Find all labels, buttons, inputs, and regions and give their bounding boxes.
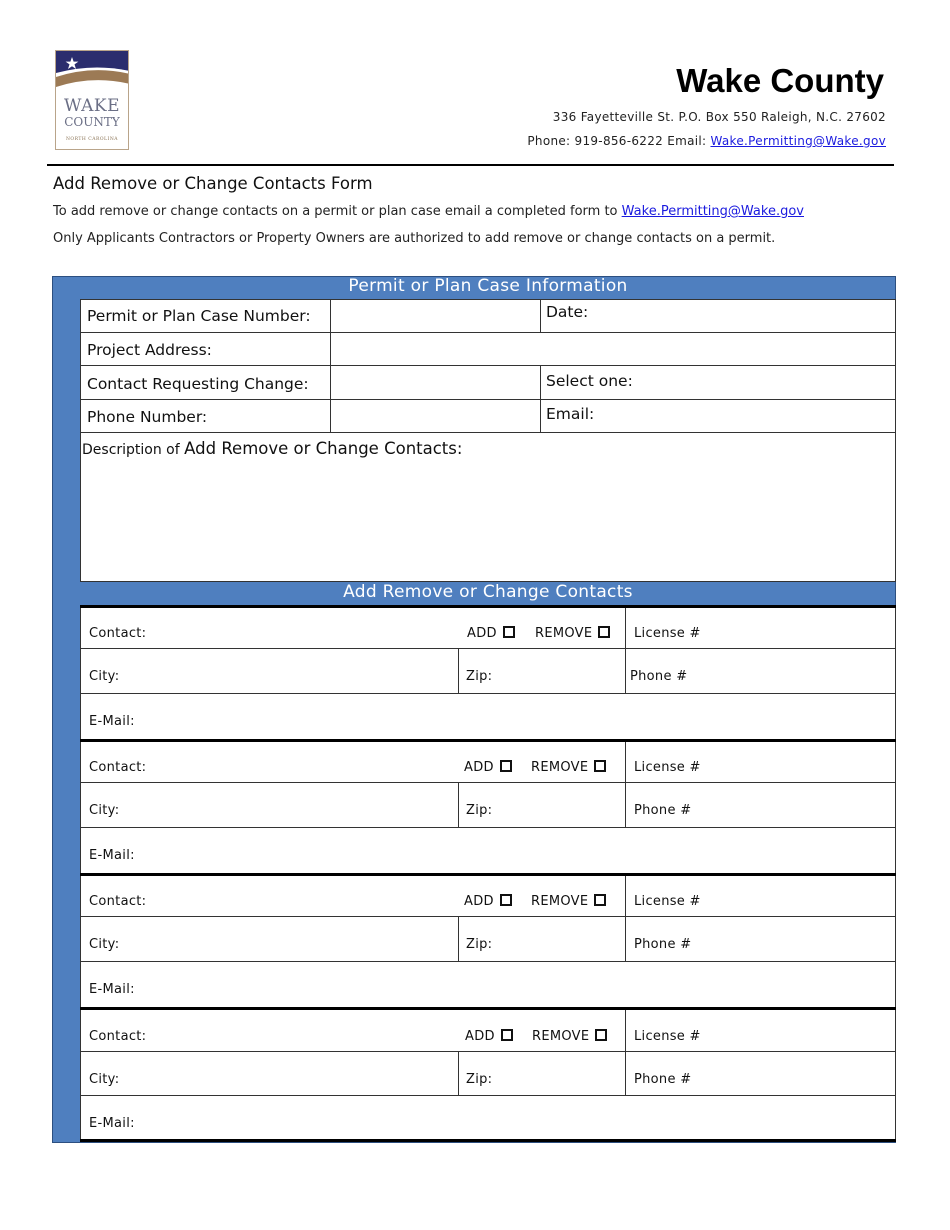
- date-label: Date:: [546, 303, 589, 321]
- info-section-header: Permit or Plan Case Information: [348, 276, 628, 296]
- contact-label: Contact:: [89, 894, 147, 909]
- add-checkbox[interactable]: [500, 760, 512, 772]
- org-email-link[interactable]: Wake.Permitting@Wake.gov: [710, 134, 886, 148]
- description-prefix: Description of: [82, 442, 185, 458]
- zip-label: Zip:: [466, 669, 493, 684]
- city-label: City:: [89, 937, 120, 952]
- contact-label: Contact:: [89, 1029, 147, 1044]
- date-field[interactable]: [540, 299, 896, 333]
- add-option[interactable]: [467, 626, 515, 641]
- license-label: License #: [634, 626, 701, 641]
- org-phone: Phone: 919-856-6222 Email:: [527, 134, 711, 148]
- bottom-rule: [80, 1139, 896, 1142]
- case-number-label-cell: [80, 299, 331, 333]
- add-label: ADD: [464, 894, 494, 909]
- email-label: Email:: [546, 405, 595, 423]
- remove-label: REMOVE: [532, 1029, 590, 1044]
- remove-label: REMOVE: [531, 760, 589, 775]
- city-label: City:: [89, 1072, 120, 1087]
- add-option[interactable]: [465, 1029, 513, 1044]
- contact-label: Contact:: [89, 760, 147, 775]
- contact-block: [80, 873, 896, 1007]
- logo-line-1: WAKE: [63, 96, 120, 116]
- remove-checkbox[interactable]: [598, 626, 610, 638]
- phone-label: Phone #: [630, 669, 688, 684]
- project-address-label: Project Address:: [87, 341, 212, 359]
- org-contact: [527, 134, 886, 148]
- add-option[interactable]: [464, 760, 512, 775]
- case-number-label: Permit or Plan Case Number:: [87, 307, 311, 325]
- remove-option[interactable]: [531, 760, 606, 775]
- org-name: Wake County: [676, 62, 884, 99]
- project-address-input[interactable]: [330, 332, 896, 366]
- contact-label: Contact:: [89, 626, 147, 641]
- add-checkbox[interactable]: [501, 1029, 513, 1041]
- description-label: [82, 439, 462, 458]
- description-textarea[interactable]: [80, 432, 896, 582]
- form-intro-1: [53, 204, 804, 219]
- remove-checkbox[interactable]: [595, 1029, 607, 1041]
- contact-block: [80, 739, 896, 873]
- requester-label-cell: [80, 365, 331, 400]
- city-label: City:: [89, 669, 120, 684]
- contacts-section-header: Add Remove or Change Contacts: [343, 582, 633, 602]
- zip-label: Zip:: [466, 937, 493, 952]
- add-option[interactable]: [464, 894, 512, 909]
- logo-line-3: NORTH CAROLINA: [65, 137, 118, 142]
- zip-label: Zip:: [466, 1072, 493, 1087]
- form-title: Add Remove or Change Contacts Form: [53, 174, 373, 193]
- org-address: 336 Fayetteville St. P.O. Box 550 Raleigh, N.C. 27602: [552, 110, 886, 124]
- add-checkbox[interactable]: [503, 626, 515, 638]
- remove-option[interactable]: [535, 626, 610, 641]
- requester-input[interactable]: [330, 365, 541, 400]
- phone-label: Phone #: [634, 1072, 692, 1087]
- logo-line-2: COUNTY: [64, 115, 120, 129]
- add-label: ADD: [465, 1029, 495, 1044]
- email-label: E-Mail:: [89, 848, 135, 863]
- case-number-input[interactable]: [330, 299, 541, 333]
- email-label: E-Mail:: [89, 714, 135, 729]
- phone-label: Phone #: [634, 937, 692, 952]
- add-label: ADD: [467, 626, 497, 641]
- license-label: License #: [634, 760, 701, 775]
- description-main: Add Remove or Change Contacts:: [184, 439, 463, 458]
- phone-number-input[interactable]: [330, 399, 541, 433]
- license-label: License #: [634, 1029, 701, 1044]
- add-label: ADD: [464, 760, 494, 775]
- select-one-field[interactable]: [540, 365, 896, 400]
- phone-number-label: Phone Number:: [87, 408, 208, 426]
- phone-label-cell: [80, 399, 331, 433]
- project-address-label-cell: [80, 332, 331, 366]
- add-checkbox[interactable]: [500, 894, 512, 906]
- remove-label: REMOVE: [531, 894, 589, 909]
- contact-block: [80, 605, 896, 739]
- email-field[interactable]: [540, 399, 896, 433]
- email-label: E-Mail:: [89, 1116, 135, 1131]
- remove-label: REMOVE: [535, 626, 593, 641]
- select-one-label: Select one:: [546, 372, 633, 390]
- header-divider: [47, 164, 894, 166]
- license-label: License #: [634, 894, 701, 909]
- intro-1-text: To add remove or change contacts on a permit or plan case email a completed form to: [53, 204, 622, 219]
- email-label: E-Mail:: [89, 982, 135, 997]
- remove-checkbox[interactable]: [594, 894, 606, 906]
- wake-county-logo: [55, 50, 129, 150]
- zip-label: Zip:: [466, 803, 493, 818]
- phone-label: Phone #: [634, 803, 692, 818]
- city-label: City:: [89, 803, 120, 818]
- remove-option[interactable]: [532, 1029, 607, 1044]
- requester-label: Contact Requesting Change:: [87, 375, 309, 393]
- intro-email-link[interactable]: Wake.Permitting@Wake.gov: [621, 204, 804, 219]
- form-intro-2: Only Applicants Contractors or Property Owners are authorized to add remove or change contacts on a permit.: [53, 231, 776, 246]
- remove-checkbox[interactable]: [594, 760, 606, 772]
- remove-option[interactable]: [531, 894, 606, 909]
- contact-block: [80, 1007, 896, 1141]
